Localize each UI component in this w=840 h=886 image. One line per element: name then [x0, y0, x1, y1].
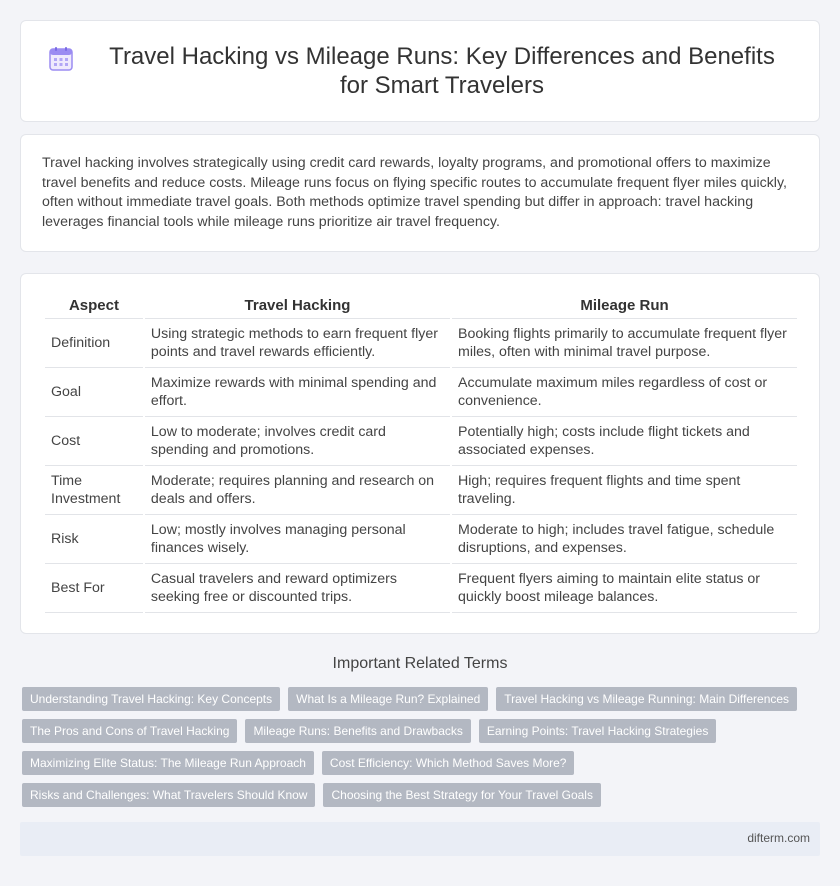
row-travel-hacking: Casual travelers and reward optimizers seeking free or discounted trips.: [145, 564, 450, 613]
related-term-link[interactable]: Cost Efficiency: Which Method Saves More?: [322, 751, 575, 775]
title-card: [20, 20, 820, 122]
row-mileage-run: Potentially high; costs include flight tickets and associated expenses.: [452, 417, 797, 466]
table-row: [45, 319, 797, 368]
row-mileage-run: Booking flights primarily to accumulate frequent flyer miles, often with minimal travel purpose.: [452, 319, 797, 368]
row-travel-hacking: Maximize rewards with minimal spending and effort.: [145, 368, 450, 417]
tag-row: [22, 687, 822, 711]
row-aspect: Cost: [45, 417, 143, 466]
table-row: [45, 417, 797, 466]
comparison-table: [43, 292, 799, 613]
related-terms-heading: Important Related Terms: [332, 655, 508, 672]
calendar-icon: [48, 46, 74, 72]
related-term-link[interactable]: What Is a Mileage Run? Explained: [288, 687, 488, 711]
row-mileage-run: Accumulate maximum miles regardless of cost or convenience.: [452, 368, 797, 417]
comparison-card: [20, 273, 820, 634]
row-aspect: Goal: [45, 368, 143, 417]
related-term-link[interactable]: Mileage Runs: Benefits and Drawbacks: [245, 719, 470, 743]
table-row: [45, 564, 797, 613]
table-row: [45, 466, 797, 515]
row-aspect: Best For: [45, 564, 143, 613]
row-travel-hacking: Low; mostly involves managing personal finances wisely.: [145, 515, 450, 564]
header-travel-hacking: Travel Hacking: [145, 292, 450, 319]
row-aspect: Definition: [45, 319, 143, 368]
tag-row: [22, 719, 822, 743]
row-mileage-run: High; requires frequent flights and time spent traveling.: [452, 466, 797, 515]
row-mileage-run: Frequent flyers aiming to maintain elite status or quickly boost mileage balances.: [452, 564, 797, 613]
related-term-link[interactable]: Risks and Challenges: What Travelers Should Know: [22, 783, 315, 807]
row-travel-hacking: Using strategic methods to earn frequent flyer points and travel rewards efficiently.: [145, 319, 450, 368]
related-term-link[interactable]: Travel Hacking vs Mileage Running: Main Differences: [496, 687, 797, 711]
table-row: [45, 515, 797, 564]
related-term-link[interactable]: Choosing the Best Strategy for Your Travel Goals: [323, 783, 600, 807]
footer-site-name[interactable]: difterm.com: [747, 831, 810, 845]
table-header-row: [45, 292, 797, 319]
related-term-link[interactable]: Maximizing Elite Status: The Mileage Run Approach: [22, 751, 314, 775]
tag-row: [22, 783, 822, 807]
page-title: Travel Hacking vs Mileage Runs: Key Differences and Benefits for Smart Travelers: [109, 43, 775, 99]
related-term-link[interactable]: Earning Points: Travel Hacking Strategies: [479, 719, 716, 743]
header-mileage-run: Mileage Run: [452, 292, 797, 319]
related-term-link[interactable]: Understanding Travel Hacking: Key Concepts: [22, 687, 280, 711]
row-travel-hacking: Low to moderate; involves credit card spending and promotions.: [145, 417, 450, 466]
footer: [20, 822, 820, 856]
row-aspect: Time Investment: [45, 466, 143, 515]
intro-card: [20, 134, 820, 252]
header-aspect: Aspect: [45, 292, 143, 319]
related-term-link[interactable]: The Pros and Cons of Travel Hacking: [22, 719, 237, 743]
row-mileage-run: Moderate to high; includes travel fatigue, schedule disruptions, and expenses.: [452, 515, 797, 564]
row-aspect: Risk: [45, 515, 143, 564]
row-travel-hacking: Moderate; requires planning and research on deals and offers.: [145, 466, 450, 515]
intro-paragraph: Travel hacking involves strategically using credit card rewards, loyalty programs, and promotional offers to maximize travel benefits and reduce costs. Mileage runs focus on flying specific routes to accumulate frequent flyer miles quickly, often without immediate travel goals. Both methods optimize travel spending but differ in approach: travel hacking leverages financial tools while mileage runs prioritize air travel frequency.: [42, 155, 787, 230]
related-terms-list: [22, 687, 822, 815]
tag-row: [22, 751, 822, 775]
table-row: [45, 368, 797, 417]
